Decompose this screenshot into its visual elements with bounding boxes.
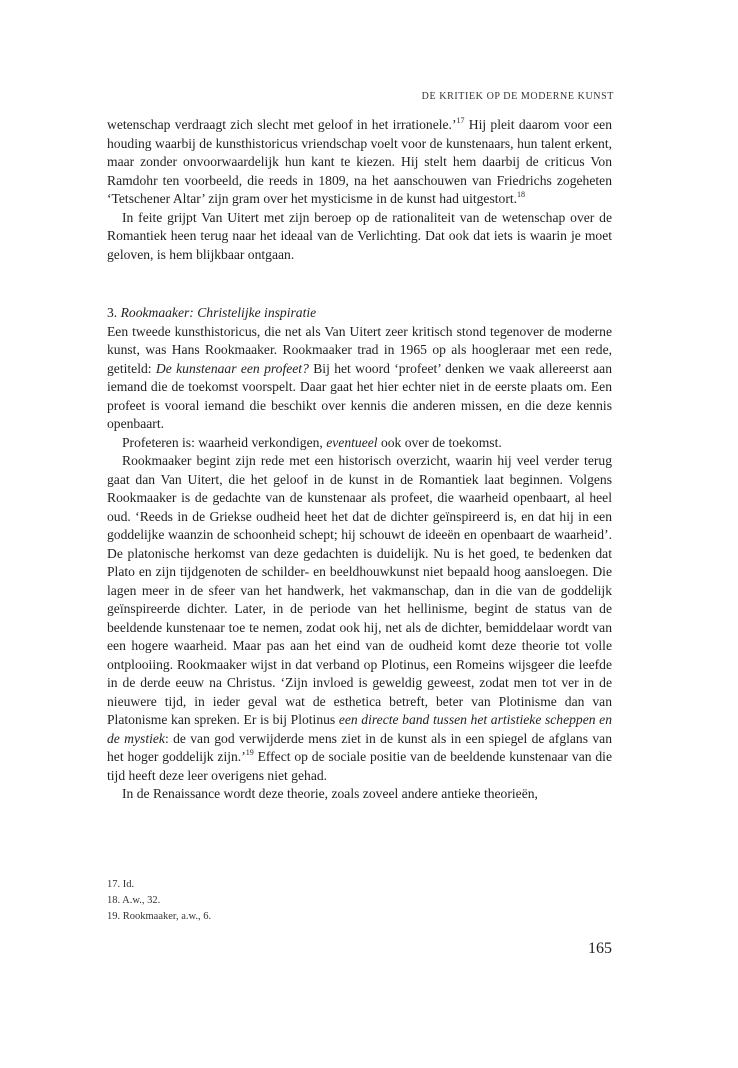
footnote-ref-17: 17 [456, 116, 465, 125]
section-heading: 3. Rookmaaker: Christelijke inspiratie [107, 305, 317, 320]
paragraph-6: In de Renaissance wordt deze theorie, zoals zoveel andere antieke theorieën, [122, 786, 538, 801]
footnote-ref-18: 18 [517, 190, 526, 199]
body-text [107, 116, 612, 804]
paragraph-5: Rookmaaker begint zijn rede met een historisch overzicht, waarin hij veel verder terug gaat dan Van Uitert, die het geloof in de kunst in de Romantiek laat beginnen. Volgens Rookmaaker is de gedachte van de kunstenaar als profeet, die waarheid openbaart, al heel oud. ‘Reeds in de Griekse oudheid heet het dat de dichter geïnspireerd is, en dat hij in een goddelijke waanzin de schoonheid schept; hij schouwt de ideeën en openbaart de waarheid’. De platonische herkomst van deze gedachten is duidelijk. Nu is het goed, te bedenken dat Plato en zijn tijdgenoten de schilder- en beeldhouwkunst niet bepaald hoog aansloegen. Die lagen meer in de sfeer van het handwerk, het vakmanschap, dan in die van de goddelijk geïnspireerde dichter. Later, in de periode van het hellinisme, begint de status van de beeldende kunstenaar toe te nemen, zodat ook hij, net als de dichter, bemiddelaar wordt van een hogere waarheid. Maar pas aan het eind van de oudheid komt deze theorie tot volle ontplooiing. Rookmaaker wijst in dat verband op Plotinus, een Romeins wijsgeer die leefde in de derde eeuw na Christus. ‘Zijn invloed is geweldig geweest, zodat men tot ver in de nieuwere tijd, in ieder geval wat de esthetica betreft, beter van Plotinisme dan van Platonisme kan spreken. Er is bij Plotinus een directe band tussen het artistieke scheppen en de mystiek: de van god verwijderde mens ziet in de kunst als in een spiegel de afglans van het hoger goddelijk zijn.’$^{19}$ Effect op de sociale positie van de beeldende kunstenaar van die tijd heeft deze leer overigens niet gehad. [107, 453, 612, 783]
section-spacer [107, 264, 612, 304]
footnotes [107, 877, 612, 925]
footnote-19: 19. Rookmaaker, a.w., 6. [107, 911, 212, 922]
page-number: 165 [588, 940, 612, 957]
paragraph-1: wetenschap verdraagt zich slecht met geloof in het irrationele.’$^{17}$ Hij pleit daarom voor een houding waarbij de kunsthistoricus vriendschap voelt voor de kunstenaars, hun talent erkent, maar zonder onvoorwaardelijk hun kant te kiezen. Hij stelt hem daarbij de criticus Von Ramdohr ten voorbeeld, die reeds in 1809, na het aanschouwen van Friedrichs zogeheten ‘Tetschener Altar’ zijn gram over het mysticisme in de kunst had uitgestort.$^{18}$ [107, 116, 612, 206]
paragraph-2: In feite grijpt Van Uitert met zijn beroep op de rationaliteit van de wetenschap over de Romantiek heen terug naar het ideaal van de Verlichting. Dat ook dat iets is waarin je moet geloven, is hem blijkbaar ontgaan. [107, 209, 612, 262]
paragraph-3: Een tweede kunsthistoricus, die net als Van Uitert zeer kritisch stond tegenover de moderne kunst, was Hans Rookmaaker. Rookmaaker trad in 1965 op als hoogleraar met een rede, getiteld: De kunstenaar een profeet? Bij het woord ‘profeet’ denken we vaak allereerst aan iemand die de toekomst voorspelt. Daar gaat het hier echter niet in de eerste plaats om. Een profeet is vooral iemand die beschikt over kennis die anderen missen, en die deze kennis openbaart. [107, 323, 612, 431]
footnote-17: 17. Id. [107, 879, 135, 890]
footnote-18: 18. A.w., 32. [107, 895, 161, 906]
paragraph-4: Profeteren is: waarheid verkondigen, eventueel ook over de toekomst. [122, 434, 502, 450]
footnote-ref-19: 19 [245, 748, 254, 757]
lecture-title: De kunstenaar een profeet? [155, 360, 309, 376]
running-head: DE KRITIEK OP DE MODERNE KUNST [421, 91, 614, 102]
